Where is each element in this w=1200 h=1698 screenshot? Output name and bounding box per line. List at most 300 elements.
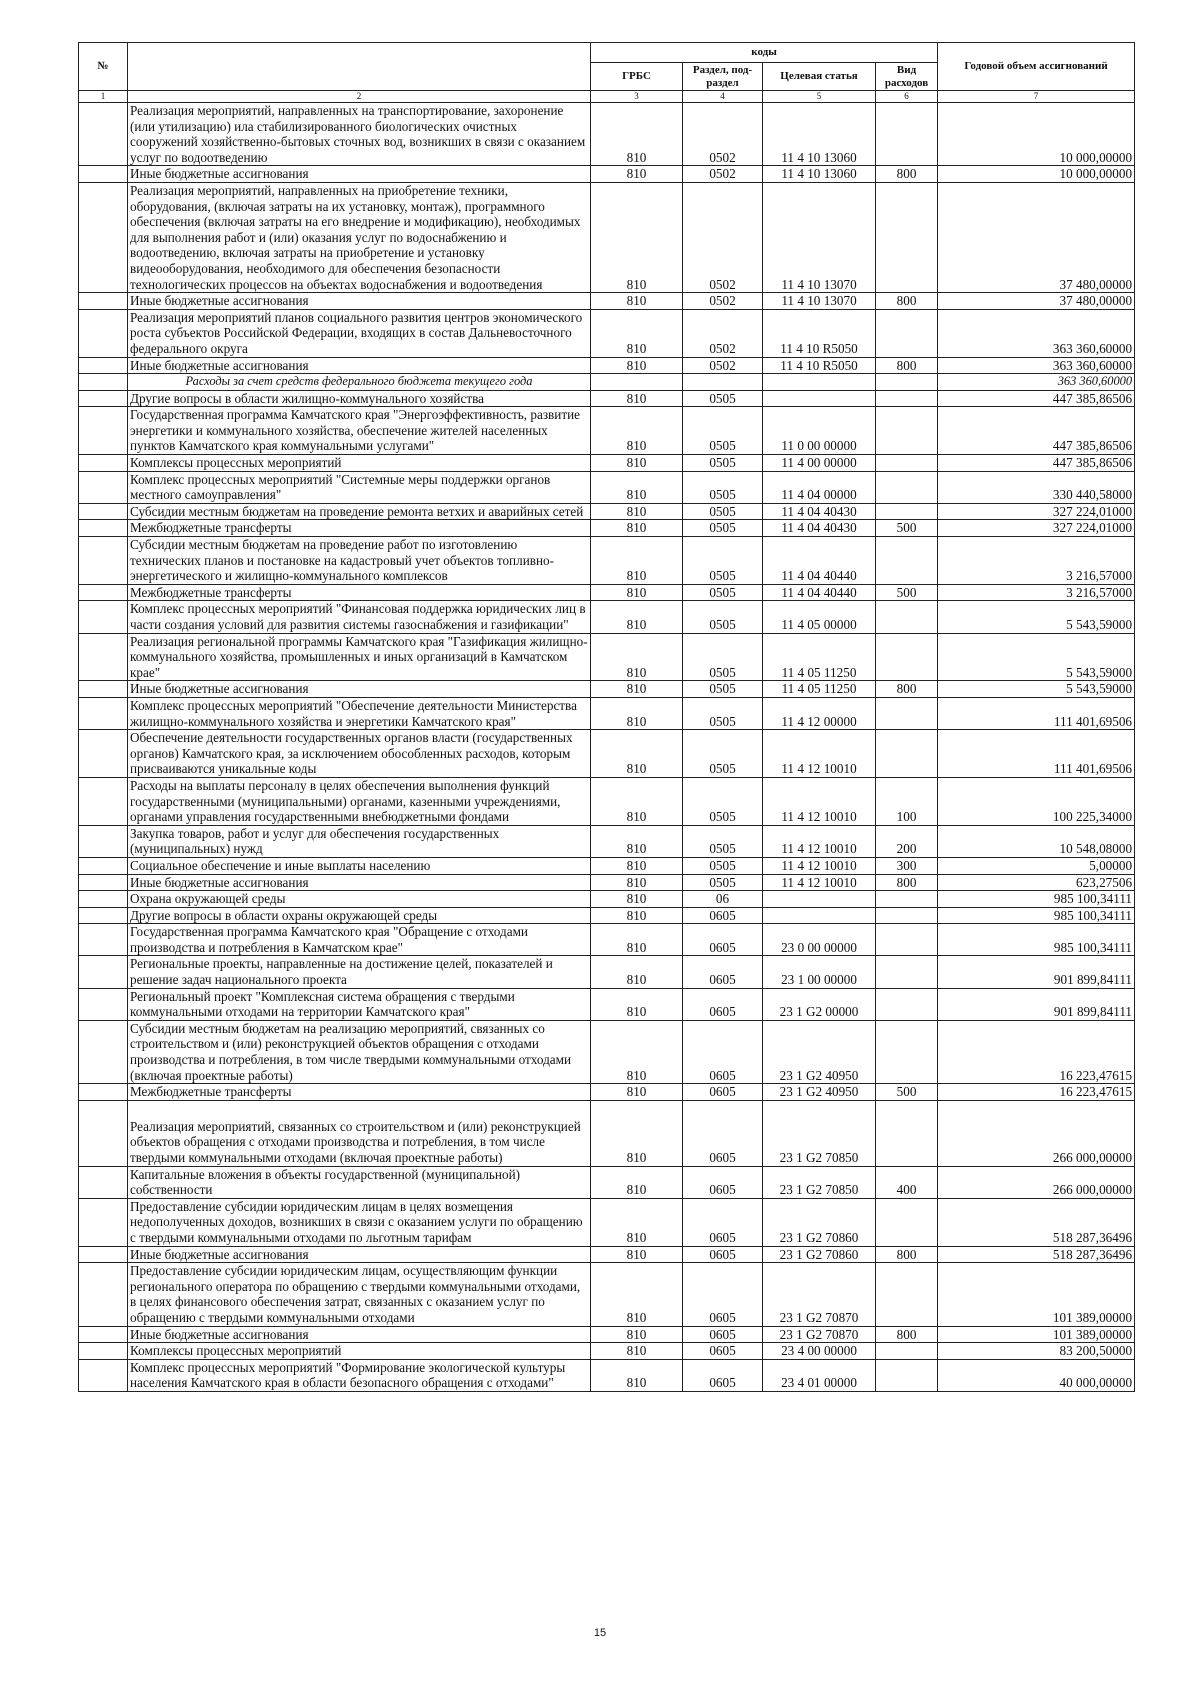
cell-amount: 518 287,36496 <box>938 1198 1135 1246</box>
table-row <box>79 357 1135 374</box>
cell-vid <box>876 907 938 924</box>
table-row <box>79 988 1135 1020</box>
cell-razdel: 0605 <box>683 907 763 924</box>
cell-grbs: 810 <box>591 601 683 633</box>
cell-description: Предоставление субсидии юридическим лицам в целях возмещения недополученных доходов, возникших в связи с оказанием услуги по обращению с твердыми коммунальными отходами по льготным тарифам <box>128 1198 591 1246</box>
cell-razdel: 0605 <box>683 1326 763 1343</box>
cell-target: 23 1 G2 70850 <box>763 1100 876 1166</box>
cell-grbs: 810 <box>591 956 683 988</box>
cell-razdel <box>683 374 763 391</box>
cell-amount: 3 216,57000 <box>938 584 1135 601</box>
cell-amount: 518 287,36496 <box>938 1246 1135 1263</box>
cell-amount: 363 360,60000 <box>938 309 1135 357</box>
cell-description: Комплекс процессных мероприятий "Обеспечение деятельности Министерства жилищно-коммунального хозяйства и энергетики Камчатского края" <box>128 697 591 729</box>
cell-grbs: 810 <box>591 407 683 455</box>
cell-vid: 500 <box>876 520 938 537</box>
cell-no <box>79 1343 128 1360</box>
cell-target: 23 1 00 00000 <box>763 956 876 988</box>
cell-razdel: 0605 <box>683 988 763 1020</box>
col-index: 2 <box>128 91 591 103</box>
cell-grbs: 810 <box>591 357 683 374</box>
cell-vid <box>876 697 938 729</box>
cell-razdel: 0605 <box>683 1084 763 1101</box>
table-row <box>79 182 1135 292</box>
cell-grbs: 810 <box>591 182 683 292</box>
cell-amount: 100 225,34000 <box>938 777 1135 825</box>
cell-grbs: 810 <box>591 988 683 1020</box>
cell-vid: 800 <box>876 1246 938 1263</box>
cell-razdel: 0505 <box>683 730 763 778</box>
cell-target: 11 4 04 40430 <box>763 520 876 537</box>
cell-grbs: 810 <box>591 537 683 585</box>
cell-vid <box>876 309 938 357</box>
cell-vid <box>876 1020 938 1083</box>
cell-target <box>763 390 876 407</box>
cell-grbs: 810 <box>591 730 683 778</box>
table-row <box>79 503 1135 520</box>
table-row <box>79 471 1135 503</box>
cell-no <box>79 1084 128 1101</box>
cell-description: Обеспечение деятельности государственных органов власти (государственных органов) Камчатского края, за исключением обособленных расходов, которым присваиваются уникальные коды <box>128 730 591 778</box>
cell-vid: 300 <box>876 857 938 874</box>
cell-amount: 101 389,00000 <box>938 1326 1135 1343</box>
cell-description: Иные бюджетные ассигнования <box>128 681 591 698</box>
cell-amount: 901 899,84111 <box>938 956 1135 988</box>
cell-target: 23 4 00 00000 <box>763 1343 876 1360</box>
cell-description: Иные бюджетные ассигнования <box>128 166 591 183</box>
cell-description: Государственная программа Камчатского края "Энергоэффективность, развитие энергетики и коммунального хозяйства, обеспечение жителей населенных пунктов Камчатского края коммунальными услугами" <box>128 407 591 455</box>
cell-vid: 800 <box>876 166 938 183</box>
cell-amount: 266 000,00000 <box>938 1166 1135 1198</box>
table-row <box>79 681 1135 698</box>
cell-vid <box>876 537 938 585</box>
cell-razdel: 0505 <box>683 681 763 698</box>
cell-grbs: 810 <box>591 857 683 874</box>
table-row <box>79 374 1135 391</box>
cell-description: Реализация региональной программы Камчатского края "Газификация жилищно-коммунального хозяйства, промышленных и иных организаций в Камчатском крае" <box>128 633 591 681</box>
cell-amount: 37 480,00000 <box>938 293 1135 310</box>
table-row <box>79 1326 1135 1343</box>
cell-no <box>79 1359 128 1391</box>
cell-target: 23 1 G2 70860 <box>763 1246 876 1263</box>
cell-razdel: 0505 <box>683 697 763 729</box>
cell-vid <box>876 1198 938 1246</box>
cell-amount: 111 401,69506 <box>938 730 1135 778</box>
cell-target: 11 4 04 40440 <box>763 537 876 585</box>
cell-vid <box>876 633 938 681</box>
table-row <box>79 520 1135 537</box>
cell-target: 23 1 G2 70860 <box>763 1198 876 1246</box>
cell-razdel: 0505 <box>683 503 763 520</box>
cell-razdel: 0502 <box>683 357 763 374</box>
cell-no <box>79 407 128 455</box>
cell-vid <box>876 182 938 292</box>
cell-grbs: 810 <box>591 891 683 908</box>
col-desc-header <box>128 43 591 91</box>
cell-no <box>79 907 128 924</box>
cell-vid <box>876 924 938 956</box>
cell-amount: 10 000,00000 <box>938 103 1135 166</box>
cell-amount: 623,27506 <box>938 874 1135 891</box>
table-row <box>79 293 1135 310</box>
cell-grbs: 810 <box>591 633 683 681</box>
cell-vid: 800 <box>876 293 938 310</box>
cell-razdel: 0505 <box>683 601 763 633</box>
col-index: 7 <box>938 91 1135 103</box>
cell-razdel: 0505 <box>683 390 763 407</box>
col-index: 1 <box>79 91 128 103</box>
cell-grbs: 810 <box>591 1084 683 1101</box>
cell-target: 11 4 10 13070 <box>763 182 876 292</box>
cell-grbs: 810 <box>591 1343 683 1360</box>
cell-target <box>763 891 876 908</box>
cell-grbs: 810 <box>591 1198 683 1246</box>
col-razdel-header: Раздел, под-раздел <box>683 63 763 91</box>
cell-razdel: 0502 <box>683 293 763 310</box>
cell-description: Региональный проект "Комплексная система обращения с твердыми коммунальными отходами на территории Камчатского края" <box>128 988 591 1020</box>
cell-grbs: 810 <box>591 309 683 357</box>
col-no-header: № <box>79 43 128 91</box>
cell-razdel: 0505 <box>683 584 763 601</box>
cell-description: Иные бюджетные ассигнования <box>128 357 591 374</box>
cell-amount: 5 543,59000 <box>938 633 1135 681</box>
cell-no <box>79 1100 128 1166</box>
cell-grbs: 810 <box>591 1359 683 1391</box>
cell-grbs: 810 <box>591 825 683 857</box>
table-row <box>79 697 1135 729</box>
cell-description: Комплекс процессных мероприятий "Формирование экологической культуры населения Камчатского края в области безопасного обращения с отходами" <box>128 1359 591 1391</box>
cell-target: 23 1 G2 00000 <box>763 988 876 1020</box>
cell-razdel: 0505 <box>683 520 763 537</box>
cell-amount: 447 385,86506 <box>938 455 1135 472</box>
cell-target: 11 4 10 R5050 <box>763 357 876 374</box>
table-row <box>79 537 1135 585</box>
cell-no <box>79 1020 128 1083</box>
table-row <box>79 891 1135 908</box>
cell-description: Реализация мероприятий, связанных со строительством и (или) реконструкцией объектов обращения с отходами производства и потребления, в том числе твердыми коммунальными отходами (включая проектные работы) <box>128 1100 591 1166</box>
cell-vid: 800 <box>876 1326 938 1343</box>
cell-no <box>79 633 128 681</box>
cell-razdel: 0505 <box>683 633 763 681</box>
table-row <box>79 1246 1135 1263</box>
cell-no <box>79 182 128 292</box>
cell-vid <box>876 374 938 391</box>
cell-amount: 985 100,34111 <box>938 891 1135 908</box>
cell-target <box>763 374 876 391</box>
cell-target: 11 4 12 10010 <box>763 777 876 825</box>
cell-amount: 16 223,47615 <box>938 1020 1135 1083</box>
col-index: 4 <box>683 91 763 103</box>
table-row <box>79 1263 1135 1326</box>
cell-no <box>79 697 128 729</box>
cell-description: Межбюджетные трансферты <box>128 520 591 537</box>
cell-no <box>79 503 128 520</box>
table-body <box>79 103 1135 1392</box>
table-row <box>79 1084 1135 1101</box>
cell-amount: 37 480,00000 <box>938 182 1135 292</box>
cell-grbs: 810 <box>591 520 683 537</box>
cell-target: 11 0 00 00000 <box>763 407 876 455</box>
cell-amount: 5,00000 <box>938 857 1135 874</box>
cell-target: 11 4 10 R5050 <box>763 309 876 357</box>
cell-amount: 363 360,60000 <box>938 374 1135 391</box>
col-vid-header: Вид расходов <box>876 63 938 91</box>
cell-no <box>79 390 128 407</box>
cell-description: Иные бюджетные ассигнования <box>128 1246 591 1263</box>
cell-target: 23 4 01 00000 <box>763 1359 876 1391</box>
cell-vid <box>876 407 938 455</box>
cell-vid: 100 <box>876 777 938 825</box>
cell-grbs: 810 <box>591 924 683 956</box>
cell-target: 23 1 G2 70850 <box>763 1166 876 1198</box>
cell-grbs: 810 <box>591 503 683 520</box>
col-index: 3 <box>591 91 683 103</box>
cell-grbs: 810 <box>591 166 683 183</box>
cell-no <box>79 1198 128 1246</box>
cell-description: Другие вопросы в области жилищно-коммунального хозяйства <box>128 390 591 407</box>
cell-no <box>79 681 128 698</box>
table-row <box>79 1020 1135 1083</box>
cell-amount: 901 899,84111 <box>938 988 1135 1020</box>
cell-no <box>79 956 128 988</box>
cell-vid <box>876 455 938 472</box>
cell-no <box>79 988 128 1020</box>
cell-description: Субсидии местным бюджетам на проведение ремонта ветхих и аварийных сетей <box>128 503 591 520</box>
cell-grbs: 810 <box>591 390 683 407</box>
cell-target: 11 4 12 10010 <box>763 874 876 891</box>
page-number: 15 <box>593 1627 607 1639</box>
cell-no <box>79 857 128 874</box>
table-row <box>79 309 1135 357</box>
table-row <box>79 777 1135 825</box>
cell-razdel: 0505 <box>683 857 763 874</box>
cell-razdel: 0502 <box>683 182 763 292</box>
cell-razdel: 06 <box>683 891 763 908</box>
budget-table <box>78 42 1135 1392</box>
cell-vid <box>876 1263 938 1326</box>
cell-description: Комплекс процессных мероприятий "Финансовая поддержка юридических лиц в части создания условий для развития системы газоснабжения и газификации" <box>128 601 591 633</box>
cell-target: 11 4 12 10010 <box>763 825 876 857</box>
cell-razdel: 0505 <box>683 471 763 503</box>
cell-amount: 5 543,59000 <box>938 681 1135 698</box>
cell-no <box>79 777 128 825</box>
table-row <box>79 956 1135 988</box>
cell-description: Капитальные вложения в объекты государственной (муниципальной) собственности <box>128 1166 591 1198</box>
cell-target: 11 4 05 11250 <box>763 681 876 698</box>
col-volume-header: Годовой объем ассигнований <box>938 43 1135 91</box>
cell-amount: 111 401,69506 <box>938 697 1135 729</box>
cell-no <box>79 103 128 166</box>
cell-target: 11 4 10 13060 <box>763 103 876 166</box>
cell-description: Региональные проекты, направленные на достижение целей, показателей и решение задач национального проекта <box>128 956 591 988</box>
cell-grbs: 810 <box>591 584 683 601</box>
cell-razdel: 0605 <box>683 1166 763 1198</box>
cell-amount: 5 543,59000 <box>938 601 1135 633</box>
cell-target <box>763 907 876 924</box>
cell-target: 11 4 04 40440 <box>763 584 876 601</box>
cell-vid <box>876 103 938 166</box>
cell-vid <box>876 601 938 633</box>
cell-target: 11 4 04 00000 <box>763 471 876 503</box>
cell-no <box>79 166 128 183</box>
cell-amount: 327 224,01000 <box>938 503 1135 520</box>
cell-description: Другие вопросы в области охраны окружающей среды <box>128 907 591 924</box>
cell-amount: 447 385,86506 <box>938 407 1135 455</box>
table-row <box>79 455 1135 472</box>
cell-no <box>79 293 128 310</box>
cell-amount: 447 385,86506 <box>938 390 1135 407</box>
cell-no <box>79 471 128 503</box>
cell-target: 23 1 G2 70870 <box>763 1263 876 1326</box>
cell-vid: 800 <box>876 874 938 891</box>
cell-grbs: 810 <box>591 1246 683 1263</box>
cell-no <box>79 374 128 391</box>
cell-grbs: 810 <box>591 874 683 891</box>
cell-description: Иные бюджетные ассигнования <box>128 1326 591 1343</box>
cell-description: Межбюджетные трансферты <box>128 584 591 601</box>
table-row <box>79 1359 1135 1391</box>
cell-vid <box>876 988 938 1020</box>
table-row <box>79 1343 1135 1360</box>
cell-amount: 985 100,34111 <box>938 907 1135 924</box>
cell-description: Комплекс процессных мероприятий "Системные меры поддержки органов местного самоуправления" <box>128 471 591 503</box>
cell-grbs: 810 <box>591 1166 683 1198</box>
col-grbs-header: ГРБС <box>591 63 683 91</box>
cell-razdel: 0605 <box>683 956 763 988</box>
cell-description: Предоставление субсидии юридическим лицам, осуществляющим функции регионального оператора по обращению с твердыми коммунальными отходами, в целях финансового обеспечения затрат, связанных с оказанием услуг по обращению с твердыми коммунальными отходами <box>128 1263 591 1326</box>
cell-description: Комплексы процессных мероприятий <box>128 455 591 472</box>
cell-target: 11 4 10 13060 <box>763 166 876 183</box>
table-row <box>79 924 1135 956</box>
cell-grbs: 810 <box>591 777 683 825</box>
codes-header: коды <box>591 43 938 63</box>
table-row <box>79 825 1135 857</box>
cell-vid <box>876 503 938 520</box>
cell-amount: 266 000,00000 <box>938 1100 1135 1166</box>
cell-target: 11 4 12 10010 <box>763 857 876 874</box>
cell-razdel: 0605 <box>683 1100 763 1166</box>
cell-razdel: 0505 <box>683 777 763 825</box>
table-row <box>79 857 1135 874</box>
table-row <box>79 730 1135 778</box>
cell-target: 23 1 G2 40950 <box>763 1020 876 1083</box>
cell-no <box>79 1246 128 1263</box>
table-row <box>79 1100 1135 1166</box>
cell-vid <box>876 471 938 503</box>
cell-description: Комплексы процессных мероприятий <box>128 1343 591 1360</box>
cell-amount: 10 548,08000 <box>938 825 1135 857</box>
table-row <box>79 103 1135 166</box>
cell-vid <box>876 1359 938 1391</box>
table-row <box>79 907 1135 924</box>
cell-razdel: 0505 <box>683 825 763 857</box>
cell-no <box>79 537 128 585</box>
cell-vid: 500 <box>876 584 938 601</box>
cell-amount: 83 200,50000 <box>938 1343 1135 1360</box>
cell-no <box>79 357 128 374</box>
cell-razdel: 0605 <box>683 924 763 956</box>
cell-amount: 327 224,01000 <box>938 520 1135 537</box>
cell-grbs: 810 <box>591 1100 683 1166</box>
cell-razdel: 0605 <box>683 1246 763 1263</box>
cell-grbs: 810 <box>591 103 683 166</box>
cell-no <box>79 584 128 601</box>
cell-amount: 3 216,57000 <box>938 537 1135 585</box>
cell-description: Межбюджетные трансферты <box>128 1084 591 1101</box>
table-row <box>79 390 1135 407</box>
cell-no <box>79 309 128 357</box>
cell-target: 23 0 00 00000 <box>763 924 876 956</box>
cell-vid: 200 <box>876 825 938 857</box>
cell-razdel: 0605 <box>683 1343 763 1360</box>
cell-description: Реализация мероприятий, направленных на транспортирование, захоронение (или утилизацию) ила стабилизированного биологических очистных сооружений хозяйственно-бытовых сточных вод, возникших в связи с оказанием услуг по водоотведению <box>128 103 591 166</box>
cell-razdel: 0605 <box>683 1198 763 1246</box>
table-row <box>79 584 1135 601</box>
cell-description: Расходы за счет средств федерального бюджета текущего года <box>128 374 591 391</box>
col-target-header: Целевая статья <box>763 63 876 91</box>
cell-grbs: 810 <box>591 471 683 503</box>
cell-vid: 800 <box>876 357 938 374</box>
cell-target: 11 4 10 13070 <box>763 293 876 310</box>
cell-target: 23 1 G2 40950 <box>763 1084 876 1101</box>
cell-amount: 40 000,00000 <box>938 1359 1135 1391</box>
cell-grbs: 810 <box>591 455 683 472</box>
cell-amount: 330 440,58000 <box>938 471 1135 503</box>
cell-grbs <box>591 374 683 391</box>
table-row <box>79 166 1135 183</box>
cell-description: Социальное обеспечение и иные выплаты населению <box>128 857 591 874</box>
cell-razdel: 0505 <box>683 874 763 891</box>
cell-description: Субсидии местным бюджетам на проведение работ по изготовлению технических планов и постановке на кадастровый учет объектов топливно-энергетического и жилищно-коммунального комплексов <box>128 537 591 585</box>
cell-razdel: 0502 <box>683 103 763 166</box>
cell-description: Реализация мероприятий планов социального развития центров экономического роста субъектов Российской Федерации, входящих в состав Дальневосточного федерального округа <box>128 309 591 357</box>
cell-amount: 16 223,47615 <box>938 1084 1135 1101</box>
cell-no <box>79 1166 128 1198</box>
cell-target: 11 4 05 11250 <box>763 633 876 681</box>
table-row <box>79 407 1135 455</box>
cell-amount: 101 389,00000 <box>938 1263 1135 1326</box>
cell-amount: 363 360,60000 <box>938 357 1135 374</box>
cell-vid <box>876 1343 938 1360</box>
cell-no <box>79 520 128 537</box>
cell-no <box>79 924 128 956</box>
table-row <box>79 874 1135 891</box>
cell-grbs: 810 <box>591 293 683 310</box>
cell-no <box>79 1263 128 1326</box>
cell-grbs: 810 <box>591 697 683 729</box>
cell-vid <box>876 956 938 988</box>
cell-grbs: 810 <box>591 1326 683 1343</box>
cell-grbs: 810 <box>591 907 683 924</box>
table-row <box>79 601 1135 633</box>
cell-grbs: 810 <box>591 1263 683 1326</box>
cell-razdel: 0505 <box>683 537 763 585</box>
cell-amount: 985 100,34111 <box>938 924 1135 956</box>
cell-no <box>79 891 128 908</box>
cell-vid <box>876 891 938 908</box>
cell-amount: 10 000,00000 <box>938 166 1135 183</box>
cell-target: 11 4 05 00000 <box>763 601 876 633</box>
cell-target: 11 4 12 10010 <box>763 730 876 778</box>
table-row <box>79 633 1135 681</box>
budget-table-page <box>78 42 1134 1392</box>
cell-description: Закупка товаров, работ и услуг для обеспечения государственных (муниципальных) нужд <box>128 825 591 857</box>
cell-grbs: 810 <box>591 681 683 698</box>
col-index: 6 <box>876 91 938 103</box>
cell-no <box>79 730 128 778</box>
cell-razdel: 0605 <box>683 1020 763 1083</box>
cell-razdel: 0502 <box>683 166 763 183</box>
